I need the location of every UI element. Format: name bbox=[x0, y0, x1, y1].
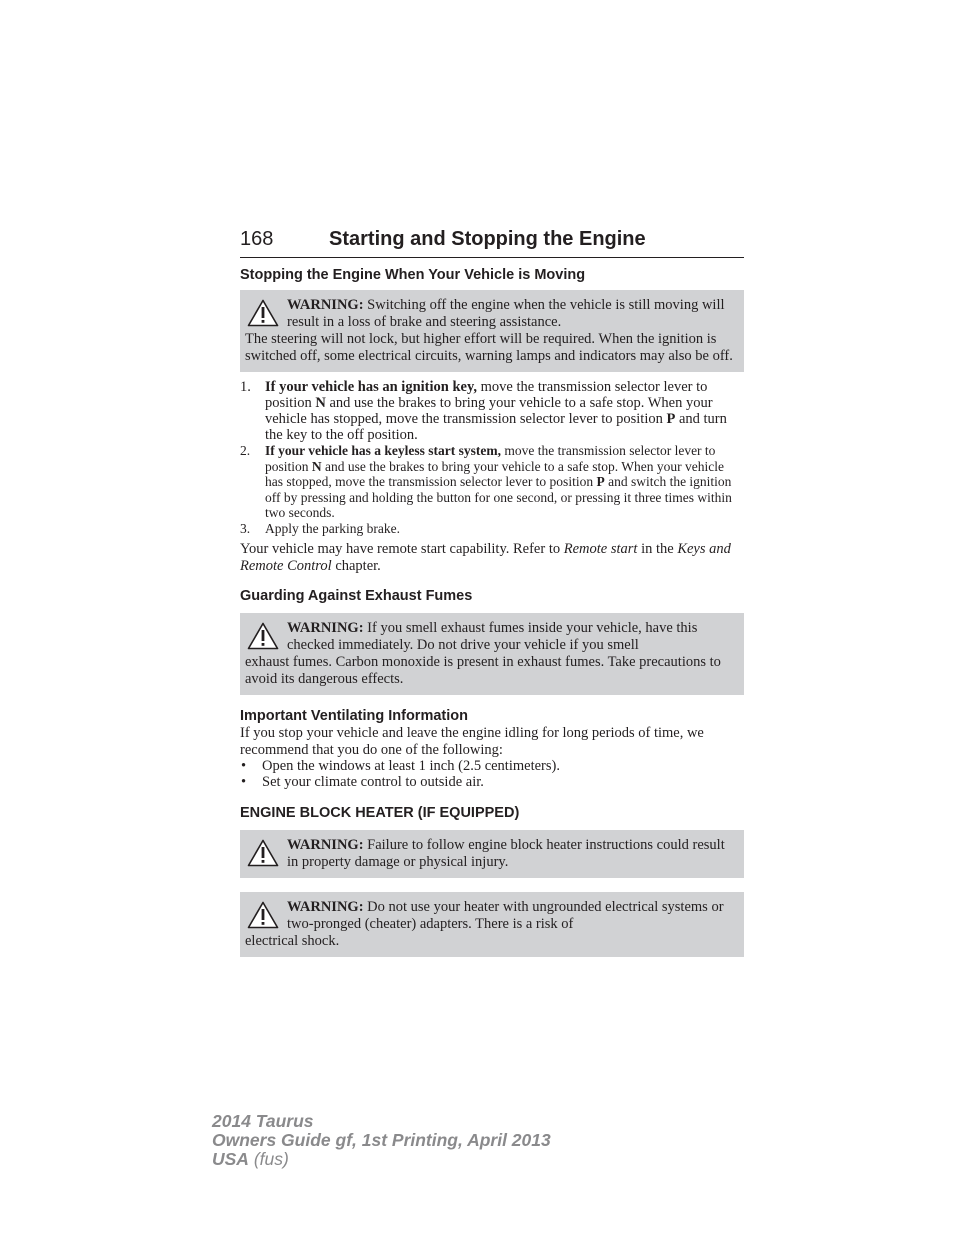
warning-triangle-icon bbox=[247, 299, 279, 327]
gear-position: P bbox=[596, 474, 605, 489]
warning-label: WARNING: bbox=[287, 620, 364, 636]
warning-continuation: electrical shock. bbox=[245, 933, 340, 949]
step-text: move the transmission selector lever to position bbox=[265, 443, 716, 474]
warning-triangle-icon bbox=[247, 901, 279, 929]
step-text: and turn the key to the off position. bbox=[265, 411, 727, 443]
gear-position: N bbox=[311, 458, 322, 474]
step-text: and use the brakes to bring your vehicle to a safe stop. When your vehicle has stopped, move the transmission selector lever to position bbox=[265, 395, 713, 427]
ventilating-intro: If you stop your vehicle and leave the engine idling for long periods of time, we recommend that you do one of the following: bbox=[240, 725, 704, 758]
warning-text: Switching off the engine when the vehicle is still moving will result in a loss of brake and steering assistance. bbox=[287, 297, 725, 330]
section-heading-block-heater: ENGINE BLOCK HEATER (IF EQUIPPED) bbox=[240, 805, 520, 821]
section-heading-ventilating: Important Ventilating Information bbox=[240, 708, 468, 724]
chapter-title: Starting and Stopping the Engine bbox=[329, 228, 646, 250]
warning-text: Do not use your heater with ungrounded electrical systems or two-pronged (cheater) adapters. There is a risk of bbox=[287, 899, 724, 932]
page-content bbox=[240, 228, 744, 957]
footer-model: 2014 Taurus bbox=[212, 1111, 314, 1131]
warning-text: If you smell exhaust fumes inside your vehicle, have this checked immediately. Do not drive your vehicle if you smell bbox=[287, 620, 698, 653]
step-text: Apply the parking brake. bbox=[265, 520, 400, 536]
warning-box-block-heater-1 bbox=[240, 830, 744, 878]
remote-start-note bbox=[240, 541, 744, 574]
procedure-steps bbox=[240, 379, 744, 536]
warning-label: WARNING: bbox=[287, 297, 364, 313]
step-number: 2. bbox=[240, 443, 251, 458]
warning-text: Failure to follow engine block heater instructions could result in property damage or physical injury. bbox=[287, 837, 725, 870]
footer-market-country: USA bbox=[212, 1149, 249, 1169]
step-lead: If your vehicle has an ignition key, bbox=[265, 379, 478, 395]
warning-triangle-icon bbox=[247, 622, 279, 650]
section-heading-stopping: Stopping the Engine When Your Vehicle is Moving bbox=[240, 267, 586, 283]
gear-position: P bbox=[666, 411, 676, 427]
footer-market bbox=[212, 1150, 551, 1169]
note-text: chapter. bbox=[331, 557, 381, 574]
cross-reference: Remote start bbox=[563, 541, 638, 557]
gear-position: N bbox=[315, 395, 326, 411]
step-number: 3. bbox=[240, 520, 251, 536]
step-text: and switch the ignition off by pressing and holding the button for one second, or pressing it three times within two seconds. bbox=[265, 474, 732, 520]
bullet-text: Set your climate control to outside air. bbox=[262, 774, 484, 790]
bullet-icon: • bbox=[241, 758, 247, 774]
list-item bbox=[240, 443, 744, 521]
note-text: in the bbox=[637, 541, 678, 557]
list-item bbox=[240, 774, 744, 790]
warning-label: WARNING: bbox=[287, 837, 364, 853]
step-text: and use the brakes to bring your vehicle to a safe stop. When your vehicle has stopped, move the transmission selector lever to position bbox=[265, 458, 725, 489]
page-number: 168 bbox=[240, 228, 274, 250]
bullet-text: Open the windows at least 1 inch (2.5 centimeters). bbox=[262, 758, 560, 774]
warning-continuation: The steering will not lock, but higher effort will be required. When the ignition is switched off, some electrical circuits, warning lamps and indicators may also be off. bbox=[245, 331, 733, 364]
step-number: 1. bbox=[240, 379, 251, 395]
warning-box-exhaust bbox=[240, 613, 744, 695]
warning-continuation: exhaust fumes. Carbon monoxide is present in exhaust fumes. Take precautions to avoid its dangerous effects. bbox=[245, 654, 721, 687]
list-item bbox=[240, 758, 744, 774]
step-text: move the transmission selector lever to position bbox=[265, 379, 708, 411]
warning-box-block-heater-2 bbox=[240, 892, 744, 957]
step-lead: If your vehicle has a keyless start system, bbox=[265, 443, 501, 458]
page-header bbox=[240, 228, 744, 258]
bullet-icon: • bbox=[241, 774, 247, 790]
warning-box-stopping bbox=[240, 290, 744, 372]
footer-edition: Owners Guide gf, 1st Printing, April 2013 bbox=[212, 1130, 551, 1150]
cross-reference: Keys and Remote Control bbox=[240, 541, 731, 574]
warning-label: WARNING: bbox=[287, 899, 364, 915]
note-text: Your vehicle may have remote start capability. Refer to bbox=[240, 541, 564, 557]
footer-market-code: (fus) bbox=[248, 1149, 289, 1169]
ventilating-list bbox=[240, 758, 744, 790]
warning-triangle-icon bbox=[247, 839, 279, 867]
list-item bbox=[240, 379, 744, 443]
list-item bbox=[240, 521, 744, 537]
page-footer bbox=[212, 1112, 551, 1169]
section-heading-exhaust: Guarding Against Exhaust Fumes bbox=[240, 588, 473, 604]
